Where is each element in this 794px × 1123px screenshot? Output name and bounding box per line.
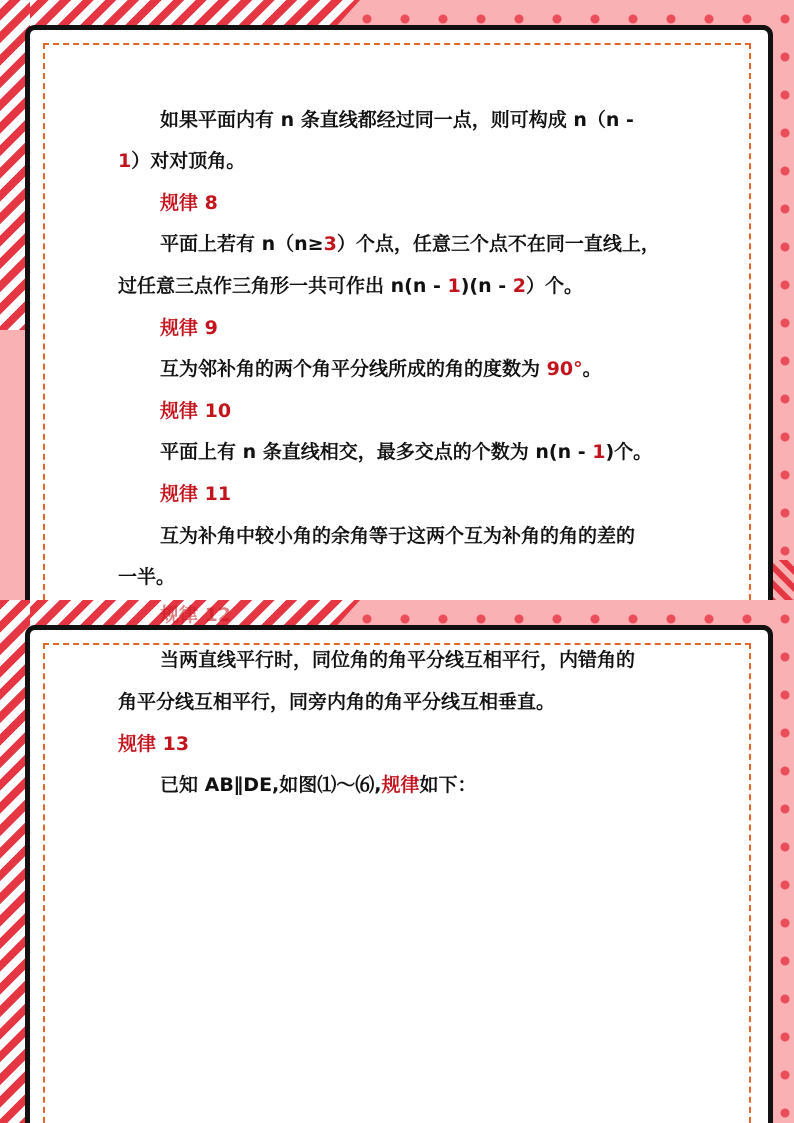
highlight-text: 规律 [381,774,420,796]
text-line [118,148,245,174]
highlight-text: 规律 10 [160,400,232,422]
highlight-text: 1 [118,150,132,172]
body-text: 平面上若有 n（n≥ [160,233,324,255]
text-line [160,356,602,382]
text-line [160,772,477,798]
text-line [160,439,652,465]
body-text: ）对对顶角。 [131,150,246,172]
text-line [160,231,660,257]
highlight-text: 2 [512,275,526,297]
highlight-text: 90° [546,358,583,380]
text-line [118,564,175,590]
body-text: 平面上有 n 条直线相交，最多交点的个数为 n(n - [160,441,593,463]
text-line [160,398,231,424]
text-line [160,481,231,507]
text-line [118,273,583,299]
body-text: 互为邻补角的两个角平分线所成的角的度数为 [160,358,547,380]
body-text: 。 [582,358,602,380]
highlight-text: 1 [447,275,461,297]
body-text: 角平分线互相平行，同旁内角的角平分线互相垂直。 [118,691,556,713]
text-line [118,689,555,715]
rule-12-heading: 规律 12 [160,604,232,626]
body-text: 过任意三点作三角形一共可作出 n(n - [118,275,448,297]
top-stripe-decoration [0,0,360,28]
body-text: ）个。 [525,275,583,297]
body-text: 互为补角中较小角的余角等于这两个互为补角的角的差的 [160,525,636,547]
dashed-border [43,643,751,1123]
highlight-text: 1 [592,441,606,463]
body-text: 如下： [419,774,477,796]
text-line [118,731,189,757]
text-line [160,315,218,341]
body-text: 已知 AB∥DE,如图⑴～⑹, [160,774,382,796]
highlight-text: 规律 11 [160,483,232,505]
body-text: )(n - [460,275,513,297]
highlight-text: 规律 8 [160,192,218,214]
highlight-text: 3 [323,233,337,255]
highlight-text: 规律 9 [160,317,218,339]
highlight-text: 规律 13 [118,733,190,755]
body-text: ）个点，任意三个点不在同一直线上， [336,233,660,255]
body-text: )个。 [605,441,653,463]
text-line [160,647,635,673]
body-text: 如果平面内有 n 条直线都经过同一点，则可构成 n（n - [160,109,634,131]
body-text: 一半。 [118,566,176,588]
text-line [160,107,634,133]
body-text: 当两直线平行时，同位角的角平分线互相平行，内错角的 [160,649,636,671]
text-line [160,523,635,549]
page-panel-2 [0,600,794,1123]
text-line [160,190,218,216]
